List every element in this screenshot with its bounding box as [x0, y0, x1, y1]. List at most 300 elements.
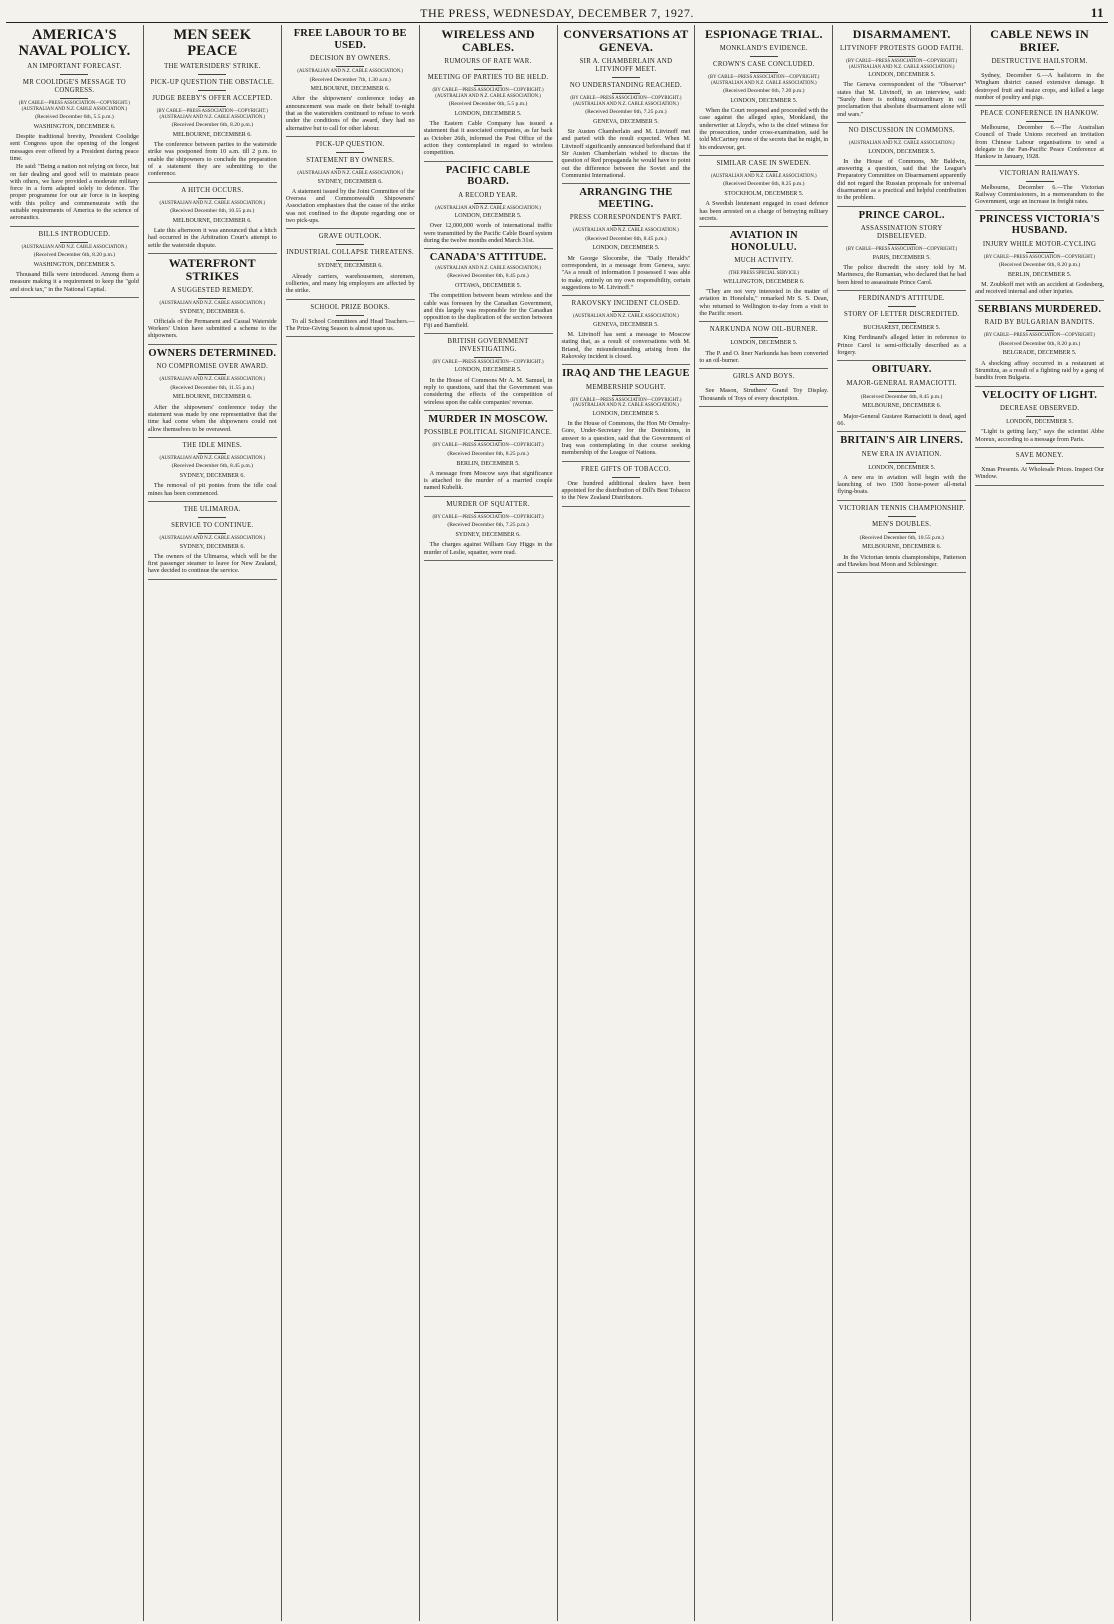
cable-credit: (BY CABLE—PRESS ASSOCIATION—COPYRIGHT.) (AUSTRALIAN AND N.Z. CABLE ASSOCIATION.)	[570, 397, 682, 409]
article	[837, 435, 966, 501]
subheading: NEW ERA IN AVIATION.	[861, 450, 942, 458]
paragraph: See Mason, Struthers' Grand Toy Display. Thousands of Toys of every description.	[699, 387, 829, 402]
column-6	[695, 25, 833, 1621]
received-line: (Received December 6th, 8.25 p.m.)	[723, 181, 805, 188]
article	[562, 368, 691, 461]
article	[286, 28, 415, 137]
paragraph: In the House of Commons, Mr Baldwin, answering a question, said that the League's Preparatory Committee on Disarmament apparently did not regard the Russian proposals for universal disarmament as a practical and helpful contribution to the problem.	[837, 157, 967, 202]
subheading: A HITCH OCCURS.	[181, 186, 244, 194]
article-body	[699, 200, 828, 222]
article	[286, 141, 415, 229]
article-body	[975, 72, 1104, 101]
received-line: (Received December 6th, 5.5 p.m.)	[448, 101, 528, 108]
paragraph: To all School Committees and Head Teachers.—The Prize-Giving Season is almost upon us.	[285, 317, 415, 332]
divider-rule	[612, 311, 640, 312]
paragraph: M. Zoubkoff met with an accident at Godesberg, and received internal and other injuries.	[975, 281, 1104, 296]
dateline: WASHINGTON, DECEMBER 5.	[33, 261, 116, 268]
divider-rule	[888, 322, 916, 323]
paragraph: One hundred additional dealers have been appointed for the distribution of Dill's Best Tobacco to the New Zealand Distributors.	[561, 479, 691, 502]
divider-rule	[60, 242, 88, 243]
divider-rule	[612, 395, 640, 396]
article-body	[975, 184, 1104, 206]
subheading: INJURY WHILE MOTOR-CYCLING	[982, 240, 1097, 248]
divider-rule	[888, 516, 916, 517]
article-body	[699, 107, 828, 151]
divider-rule	[198, 74, 226, 75]
dateline: LONDON, DECEMBER 5.	[454, 110, 522, 117]
divider-rule	[888, 306, 916, 307]
cable-credit: (AUSTRALIAN AND N.Z. CABLE ASSOCIATION.)	[573, 228, 679, 234]
cable-credit: (AUSTRALIAN AND N.Z. CABLE ASSOCIATION.)	[159, 377, 266, 383]
headline: PRINCE CAROL.	[858, 209, 945, 221]
paragraph: The Eastern Cable Company has issued a statement that it associated companies, as far back as October 26th, informed the Post Office of the action they contemplated in regard to wireless competition.	[423, 120, 553, 157]
cable-credit: (AUSTRALIAN AND N.Z. CABLE ASSOCIATION.)	[297, 170, 404, 176]
received-line: (Received December 6th, 11.55 p.m.)	[170, 384, 255, 391]
paragraph: The removal of pit ponies from the idle coal mines has been commenced.	[147, 482, 277, 497]
paragraph: In the Victorian tennis championships, Patterson and Hawkes beat Moon and Schlesinger.	[837, 553, 967, 568]
subheading: NO DISCUSSION IN COMMONS.	[848, 126, 955, 134]
subheading: NO UNDERSTANDING REACHED.	[569, 82, 682, 89]
article-body	[286, 273, 415, 295]
article	[286, 233, 415, 299]
divider-rule	[198, 533, 226, 534]
subheading: VICTORIAN TENNIS CHAMPIONSHIP.	[838, 504, 965, 512]
dateline: LONDON, DECEMBER 5.	[1006, 419, 1074, 426]
dateline: PARIS, DECEMBER 5.	[872, 254, 931, 261]
headline: WATERFRONT STRIKES	[168, 255, 256, 283]
cable-credit: (BY CABLE—PRESS ASSOCIATION—COPYRIGHT.) (AUSTRALIAN AND N.Z. CABLE ASSOCIATION.)	[708, 75, 820, 86]
divider-rule	[888, 138, 916, 139]
headline: AMERICA'S NAVAL POLICY.	[18, 27, 131, 59]
article	[699, 160, 828, 227]
column-8	[971, 25, 1108, 1621]
cable-credit: (BY CABLE—PRESS ASSOCIATION—COPYRIGHT.) (AUSTRALIAN AND N.Z. CABLE ASSOCIATION.)	[570, 96, 682, 107]
paragraph: A Swedish lieutenant engaged in coast defence has been arrested on a charge of betraying military secrets.	[699, 200, 829, 222]
article	[837, 210, 966, 291]
received-line: (Received December 6th, 8.20 p.m.)	[998, 262, 1081, 269]
article	[837, 28, 966, 123]
article	[424, 252, 553, 333]
paragraph: Officials of the Permanent and Casual Waterside Workers' Union have submitted a scheme to the shipowners.	[147, 317, 277, 340]
article	[424, 165, 553, 250]
divider-rule	[336, 315, 364, 316]
paragraph: Xmas Presents. At Wholesale Prices. Inspect Our Window.	[975, 465, 1104, 481]
subheading: BILLS INTRODUCED.	[38, 230, 111, 238]
subheading: MUCH ACTIVITY.	[734, 257, 794, 265]
paragraph: Major-General Gustave Ramaciotti is dead, aged 66.	[837, 412, 967, 427]
headline: PACIFIC CABLE BOARD.	[445, 164, 531, 188]
column-1	[6, 25, 144, 1621]
subheading: PICK-UP QUESTION.	[315, 140, 385, 148]
article-body	[148, 318, 277, 340]
subheading: CROWN'S CASE CONCLUDED.	[713, 61, 815, 68]
headline: ESPIONAGE TRIAL.	[704, 27, 823, 41]
subheading: FERDINAND'S ATTITUDE.	[858, 294, 945, 302]
article	[148, 257, 277, 345]
column-3	[282, 25, 420, 1621]
paragraph: Late this afternoon it was announced that a hitch had occurred in the Arbitration Court's attempt to settle the waterside dispute.	[147, 227, 277, 249]
masthead	[6, 4, 1108, 23]
paragraph: Sydney, December 6.—A hailstorm in the Wingham district caused extensive damage. It destroyed fruit and maize crops, and killed a large number of poultry and pigs.	[975, 72, 1104, 101]
article-body	[975, 428, 1104, 443]
subheading: PICK-UP QUESTION THE OBSTACLE.	[150, 79, 275, 86]
article-body	[424, 120, 553, 156]
cable-credit: (BY CABLE—PRESS ASSOCIATION—COPYRIGHT.) (AUSTRALIAN AND N.Z. CABLE ASSOCIATION.)	[846, 59, 958, 70]
article-body	[562, 128, 691, 179]
subheading: MONKLAND'S EVIDENCE.	[719, 45, 808, 52]
subheading: STORY OF LETTER DISCREDITED.	[844, 310, 960, 318]
article-body	[837, 413, 966, 428]
article	[837, 364, 966, 432]
subheading: STATEMENT BY OWNERS.	[306, 156, 395, 164]
article	[424, 414, 553, 497]
article-body	[837, 554, 966, 569]
dateline: SYDNEY, DECEMBER 6.	[179, 308, 245, 315]
cable-credit: (BY CABLE—PRESS ASSOCIATION—COPYRIGHT.)	[846, 247, 958, 253]
article	[699, 230, 828, 322]
headline: OBITUARY.	[871, 364, 932, 376]
divider-rule	[750, 72, 778, 73]
article	[837, 505, 966, 573]
divider-rule	[612, 477, 640, 478]
columns	[6, 25, 1108, 1621]
subheading: THE ULIMAROA.	[183, 505, 241, 513]
dateline: GENEVA, DECEMBER 5.	[593, 321, 659, 328]
paragraph: A statement issued by the Joint Committee of the Oversea and Commonwealth Shipowners' Association emphasises that the cause of the strike was not confined to the dispute regarding one or two pick-ups.	[285, 187, 415, 225]
paragraph: When the Court reopened and proceeded with the case against the alleged spies, Monkland, the underwriter at Lloyd's, who is the chief witness for the prosecution, under cross-examination, said he told McCartney none of the secrets that he might, in his endeavour, get.	[699, 107, 829, 151]
subheading: MEETING OF PARTIES TO BE HELD.	[427, 74, 549, 81]
article	[562, 466, 691, 507]
cable-credit: (AUSTRALIAN AND N.Z. CABLE ASSOCIATION.)	[297, 69, 404, 74]
article	[975, 170, 1104, 211]
subheading: MR COOLIDGE'S MESSAGE TO CONGRESS.	[22, 79, 127, 94]
divider-rule	[60, 98, 88, 99]
article	[562, 300, 691, 365]
dateline: MELBOURNE, DECEMBER 6.	[172, 394, 252, 401]
headline: WIRELESS AND CABLES.	[441, 27, 535, 54]
dateline: MELBOURNE, DECEMBER 6.	[172, 217, 252, 224]
article	[148, 442, 277, 502]
subheading: DECISION BY OWNERS.	[309, 55, 391, 62]
subheading: PRESS CORRESPONDENT'S PART.	[569, 214, 683, 222]
paragraph: A message from Moscow says that significance is attached to the murder of a married couple named Kubelik.	[423, 469, 553, 492]
dateline: MELBOURNE, DECEMBER 6.	[862, 403, 942, 410]
article-body	[286, 318, 415, 333]
divider-rule	[750, 56, 778, 57]
headline: IRAQ AND THE LEAGUE	[562, 368, 690, 380]
article	[424, 28, 553, 162]
dateline: SYDNEY, DECEMBER 6.	[455, 531, 521, 538]
received-line: (Received December 7th, 1.30 a.m.)	[309, 76, 391, 83]
divider-rule	[336, 66, 364, 67]
divider-rule	[750, 384, 778, 385]
article	[975, 28, 1104, 106]
headline: MEN SEEK PEACE	[173, 27, 252, 59]
paragraph: After the shipowners' conference today an announcement was made on their behalf to-night that as the watersiders continued to refuse to work under the conditions of the award, they had no alternative but to call for other labour.	[285, 95, 415, 132]
article	[10, 28, 139, 227]
article-body	[424, 541, 553, 556]
cable-credit: (BY CABLE—PRESS ASSOCIATION—COPYRIGHT.) (AUSTRALIAN AND N.Z. CABLE ASSOCIATION.)	[18, 101, 130, 112]
received-line: (Received December 6th, 8.20 p.m.)	[998, 340, 1081, 347]
subheading: INDUSTRIAL COLLAPSE THREATENS.	[286, 249, 415, 257]
article	[148, 187, 277, 254]
dateline: GENEVA, DECEMBER 5.	[593, 118, 659, 125]
subheading: THE IDLE MINES.	[182, 441, 243, 449]
subheading: VICTORIAN RAILWAYS.	[999, 169, 1080, 177]
article-body	[699, 350, 828, 365]
received-line: (Received December 6th, 8.45 p.m.)	[447, 273, 529, 280]
subheading: ASSASSINATION STORY DISBELIEVED.	[860, 225, 943, 241]
divider-rule	[198, 298, 226, 299]
received-line: (Received December 6th, 7.25 p.m.)	[447, 522, 529, 529]
dateline: BERLIN, DECEMBER 5.	[1007, 271, 1072, 278]
article	[424, 338, 553, 411]
article-body	[975, 466, 1104, 481]
headline: CONVERSATIONS AT GENEVA.	[563, 27, 689, 54]
paragraph: A new era in aviation will begin with the launching of two 1500 horse-power all-metal flying-boats.	[837, 473, 967, 496]
headline: AVIATION IN HONOLULU.	[729, 230, 798, 253]
subheading: MEN'S DOUBLES.	[872, 520, 932, 528]
article-body	[837, 264, 966, 286]
article-body	[286, 95, 415, 131]
article	[562, 187, 691, 296]
cable-credit: (AUSTRALIAN AND N.Z. CABLE ASSOCIATION.)	[848, 140, 955, 146]
divider-rule	[198, 453, 226, 454]
divider-rule	[1026, 463, 1054, 464]
dateline: OTTAWA, DECEMBER 5.	[455, 283, 522, 290]
cable-credit: (THE PRESS SPECIAL SERVICE.)	[728, 271, 799, 277]
subheading: NO COMPROMISE OVER AWARD.	[156, 363, 269, 371]
article-body	[424, 222, 553, 244]
article	[975, 390, 1104, 448]
paragraph: The charges against William Guy Higgs in the murder of Leslie, squatter, were read.	[423, 541, 553, 556]
cable-credit: (AUSTRALIAN AND N.Z. CABLE ASSOCIATION.)	[435, 205, 541, 211]
subheading: SERVICE TO CONTINUE.	[171, 521, 254, 529]
paragraph: Thousand Bills were introduced. Among them a measure making it a requirement to keep the "gold and stock tax," in the National Capital.	[10, 271, 139, 293]
article	[148, 506, 277, 580]
subheading: NARKUNDA NOW OIL-BURNER.	[709, 326, 818, 334]
divider-rule	[474, 357, 502, 358]
article	[975, 452, 1104, 486]
subheading: SIR A. CHAMBERLAIN AND LITVINOFF MEET.	[579, 58, 673, 73]
cable-credit: (AUSTRALIAN AND N.Z. CABLE ASSOCIATION.)	[159, 300, 266, 306]
divider-rule	[198, 374, 226, 375]
headline: OWNERS DETERMINED.	[148, 347, 277, 359]
dateline: WELLINGTON, DECEMBER 6.	[723, 278, 805, 285]
dateline: LONDON, DECEMBER 5.	[592, 245, 660, 252]
divider-rule	[888, 532, 916, 533]
received-line: (Received December 6th, 8.25 p.m.)	[447, 450, 529, 457]
cable-credit: (AUSTRALIAN AND N.Z. CABLE ASSOCIATION.)	[710, 173, 817, 179]
paragraph: Already carriers, warehousemen, storemen, collieries, and many big employers are affected by the strike.	[285, 272, 415, 295]
divider-rule	[198, 198, 226, 199]
article-body	[424, 470, 553, 492]
dateline: MELBOURNE, DECEMBER 6.	[862, 544, 942, 551]
divider-rule	[888, 391, 916, 392]
dateline: LONDON, DECEMBER 5.	[868, 72, 936, 79]
subheading: RUMOURS OF RATE WAR.	[444, 58, 532, 65]
divider-rule	[750, 337, 778, 338]
subheading: MAJOR-GENERAL RAMACIOTTI.	[846, 379, 957, 387]
received-line: (Received December 6th, 8.20 p.m.)	[33, 252, 116, 259]
article-body	[699, 288, 828, 317]
paragraph: Melbourne, December 6.—The Victorian Railway Commissioners, in a memorandum to the Government, urge an increase in freight rates.	[975, 183, 1104, 206]
paragraph: M. Litvinoff has sent a message to Moscow stating that, as a result of conversations with M. Briand, the misunderstanding arising from the Rakovsky incident is closed.	[561, 331, 691, 360]
dateline: LONDON, DECEMBER 5.	[868, 464, 936, 471]
article-body	[837, 158, 966, 202]
article	[10, 231, 139, 298]
paragraph: A shocking affray occurred in a restaurant at Strumitza, as a result of a fighting raid by a gang of bandits from Bulgaria.	[975, 359, 1104, 382]
cable-credit: (AUSTRALIAN AND N.Z. CABLE ASSOCIATION.)	[435, 265, 541, 271]
article-body	[148, 141, 277, 177]
subheading: JUDGE BEEBY'S OFFER ACCEPTED.	[152, 95, 273, 102]
paragraph: He said: "Being a nation not relying on force, but on fair dealing and good will to maintain peace with others, we have provided a moderate military force in a form adapted solely to defence. The proper programme for our air force is in keeping with this policy and commensurate with the suitable requirements of America to the science of aeronautics.	[10, 163, 139, 222]
article-body	[562, 331, 691, 360]
article-body	[148, 227, 277, 249]
paragraph: Sir Austen Chamberlain and M. Litvinoff met and parted with the result expected. When M. Litvinoff significantly announced beforehand that if Sir Austen Chamberlain wished to discuss the question of Red propaganda he would have to point out the difference between the Soviet and the Communist International.	[561, 128, 691, 179]
dateline: MELBOURNE, DECEMBER 6.	[172, 131, 252, 138]
subheading: RAID BY BULGARIAN BANDITS.	[984, 319, 1095, 327]
subheading: SIMILAR CASE IN SWEDEN.	[716, 159, 812, 167]
article-body	[286, 188, 415, 224]
divider-rule	[336, 260, 364, 261]
article-body	[424, 292, 553, 328]
subheading: POSSIBLE POLITICAL SIGNIFICANCE.	[424, 429, 553, 437]
article-body	[837, 334, 966, 356]
paragraph: The police discredit the story told by M. Marinescu, the Rumanian, who declared that he had been hired to assassinate Prince Carol.	[837, 264, 967, 286]
divider-rule	[612, 225, 640, 226]
received-line: (Received December 6th, 8.20 p.m.)	[171, 122, 254, 129]
dateline: LONDON, DECEMBER 5.	[730, 97, 798, 104]
article	[148, 348, 277, 438]
divider-rule	[60, 74, 88, 75]
divider-rule	[198, 90, 226, 91]
dateline: SYDNEY, DECEMBER 6.	[317, 178, 383, 185]
cable-credit: (BY CABLE—PRESS ASSOCIATION—COPYRIGHT.)	[984, 254, 1096, 260]
paragraph: The P. and O. liner Narkunda has been converted to an oil-burner.	[699, 349, 829, 364]
article-body	[975, 124, 1104, 160]
cable-credit: (BY CABLE—PRESS ASSOCIATION—COPYRIGHT.) (AUSTRALIAN AND N.Z. CABLE ASSOCIATION.)	[432, 88, 544, 99]
received-line: (Received December 6th, 8.45 p.m.)	[171, 463, 254, 470]
dateline: LONDON, DECEMBER 5.	[454, 213, 522, 220]
subheading: A RECORD YEAR.	[458, 191, 518, 199]
paragraph: "Light is getting lazy," says the scientist Abbe Moreux, according to a message from Paris.	[975, 428, 1104, 443]
article-body	[424, 377, 553, 406]
received-line: (Received December 6th, 8.45 p.m.)	[860, 393, 943, 400]
paragraph: The conference between parties to the waterside strike was postponed from 10 a.m. till 2 p.m. to enable the shipowners to conclude the preparation of a statement they are submitting to the conference.	[147, 141, 277, 178]
divider-rule	[1026, 330, 1054, 331]
received-line: (Received December 6th, 10.55 p.m.)	[170, 208, 255, 215]
article	[975, 214, 1104, 301]
article	[975, 304, 1104, 387]
article-body	[148, 404, 277, 433]
article	[699, 28, 828, 156]
article	[699, 326, 828, 369]
paragraph: "They are not very interested in the matter of aviation in Honolulu," remarked Mr S. S. Dean, who returned to Wellington to-day from a visit to the Pacific resort.	[699, 288, 829, 318]
subheading: BRITISH GOVERNMENT INVESTIGATING.	[447, 337, 529, 353]
headline: DISARMAMENT.	[852, 27, 951, 41]
subheading: LITVINOFF PROTESTS GOOD FAITH.	[840, 45, 964, 52]
article-body	[975, 360, 1104, 382]
subheading: GRAVE OUTLOOK.	[318, 233, 382, 241]
paragraph: In the House of Commons, the Hon Mr Ormsby-Gore, Under-Secretary for the Dominions, in answer to a question, said that the Government of Iraq was contemplating in due course seeking membership of the League of Nations.	[561, 420, 691, 457]
subheading: A SUGGESTED REMEDY.	[170, 286, 254, 294]
headline: FREE LABOUR TO BE USED.	[293, 28, 407, 51]
divider-rule	[1026, 121, 1054, 122]
dateline: SYDNEY, DECEMBER 6.	[179, 543, 245, 550]
divider-rule	[198, 106, 226, 107]
subheading: AN IMPORTANT FORECAST.	[27, 63, 122, 70]
received-line: (Received December 6th, 8.45 p.m.)	[585, 235, 667, 242]
paragraph: After the shipowners' conference today the statement was made by one representative that the time had come when the shipowners could not allow themselves to be overawed.	[147, 403, 277, 433]
headline: CANADA'S ATTITUDE.	[429, 252, 547, 264]
article-body	[148, 482, 277, 497]
dateline: SYDNEY, DECEMBER 6.	[317, 263, 383, 270]
article	[837, 127, 966, 207]
subheading: GIRLS AND BOYS.	[732, 373, 795, 381]
article	[699, 373, 828, 407]
column-5	[558, 25, 696, 1621]
paragraph: The Geneva correspondent of the "Observer" states that M. Litvinoff, in an interview, said: "Surely there is nothing extraordinary in our proclamation that absolute disarmament alone will end wars."	[837, 81, 967, 118]
headline: MURDER IN MOSCOW.	[428, 413, 548, 425]
article-body	[699, 387, 828, 402]
article-body	[837, 474, 966, 496]
subheading: THE WATERSIDERS' STRIKE.	[164, 63, 261, 70]
article	[424, 501, 553, 561]
masthead-title: THE PRESS, WEDNESDAY, DECEMBER 7, 1927.	[420, 5, 694, 20]
article-body	[562, 420, 691, 456]
article-body	[10, 133, 139, 222]
dateline: STOCKHOLM, DECEMBER 5.	[724, 191, 804, 198]
received-line: (Received December 6th, 5.5 p.m.)	[35, 114, 114, 121]
dateline: BELGRADE, DECEMBER 5.	[1002, 350, 1077, 357]
subheading: MEMBERSHIP SOUGHT.	[586, 383, 666, 391]
headline: BRITAIN'S AIR LINERS.	[840, 435, 964, 447]
dateline: BUCHAREST, DECEMBER 5.	[863, 324, 941, 331]
article-body	[148, 553, 277, 575]
dateline: WASHINGTON, DECEMBER 6.	[33, 123, 116, 130]
divider-rule	[888, 56, 916, 57]
headline: ARRANGING THE MEETING.	[579, 187, 673, 210]
cable-credit: (AUSTRALIAN AND N.Z. CABLE ASSOCIATION.)	[159, 455, 266, 461]
divider-rule	[336, 168, 364, 169]
divider-rule	[1026, 252, 1054, 253]
cable-credit: (BY CABLE—PRESS ASSOCIATION—COPYRIGHT.)	[432, 359, 544, 365]
subheading: DESTRUCTIVE HAILSTORM.	[991, 58, 1088, 65]
cable-credit: (AUSTRALIAN AND N.Z. CABLE ASSOCIATION.)	[159, 200, 266, 206]
paragraph: King Ferdinand's alleged letter in reference to Prince Carol is semi-officially described as a forgery.	[837, 334, 967, 356]
cable-credit: (BY CABLE—PRESS ASSOCIATION—COPYRIGHT.)	[984, 333, 1096, 339]
article-body	[10, 271, 139, 293]
dateline: LONDON, DECEMBER 5.	[592, 410, 660, 417]
paragraph: Despite traditional brevity, President Coolidge sent Congress upon the opening of the longest messages ever offered by a President during peace time.	[10, 133, 139, 162]
cable-credit: (AUSTRALIAN AND N.Z. CABLE ASSOCIATION.)	[159, 535, 266, 541]
paragraph: Melbourne, December 6.—The Australian Council of Trade Unions received an invitation from Chinese Labour organisations to send a delegate to the Pan-Pacific Peace Conference at Hankow in January, 1928.	[975, 124, 1104, 161]
cable-credit: (BY CABLE—PRESS ASSOCIATION—COPYRIGHT.)	[432, 514, 544, 520]
dateline: LONDON, DECEMBER 5.	[868, 148, 936, 155]
cable-credit: (AUSTRALIAN AND N.Z. CABLE ASSOCIATION.)	[573, 314, 679, 320]
divider-rule	[750, 268, 778, 269]
divider-rule	[888, 244, 916, 245]
received-line: (Received December 6th, 7.25 p.m.)	[585, 109, 667, 116]
divider-rule	[1026, 181, 1054, 182]
paragraph: Mr George Slocombe, the "Daily Herald's" correspondent, in a message from Geneva, says: "As a result of information I possessed I was able to make, entirely on my own responsibility, certain suggestions to M. Litvinoff."	[561, 254, 691, 291]
article	[286, 304, 415, 338]
article	[562, 28, 691, 184]
divider-rule	[474, 512, 502, 513]
subheading: MURDER OF SQUATTER.	[446, 500, 530, 508]
subheading: SAVE MONEY.	[1015, 451, 1064, 459]
